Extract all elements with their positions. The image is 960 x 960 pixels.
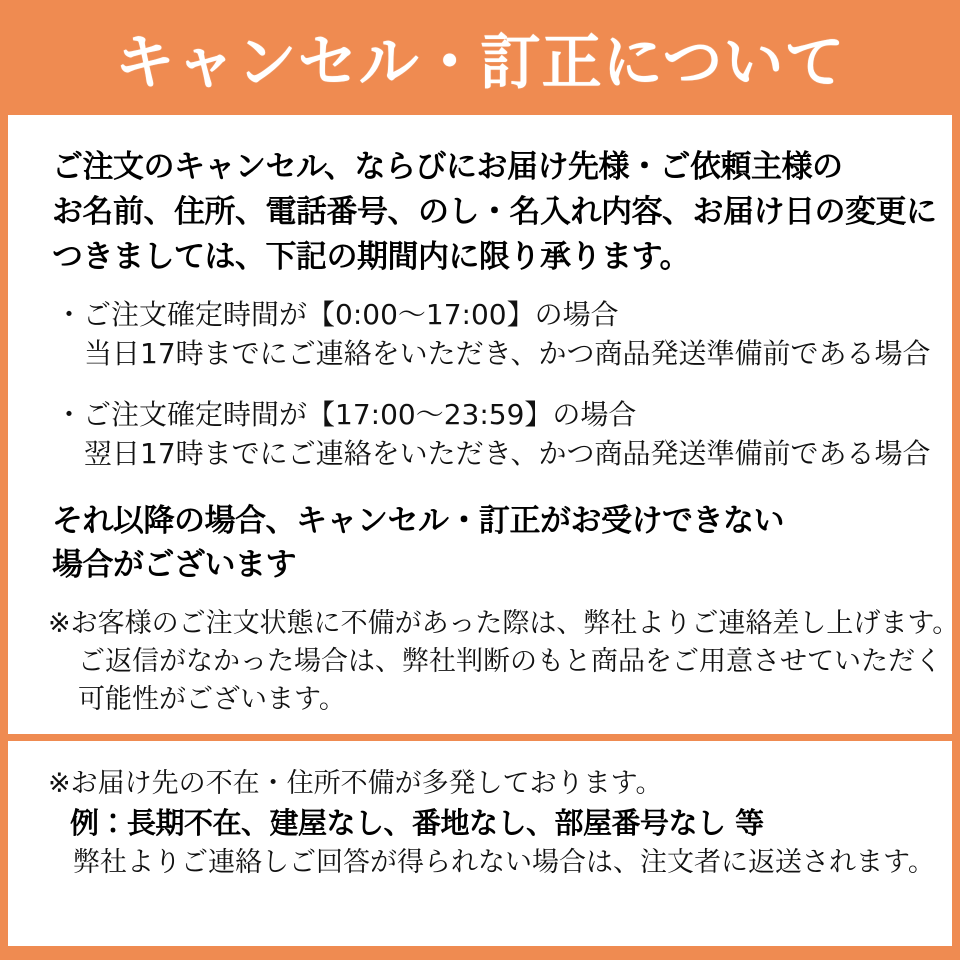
delivery-note-example: 例：長期不在、建屋なし、番地なし、部屋番号なし 等 bbox=[70, 806, 764, 840]
bullet-2-condition: ・ご注文確定時間が【17:00～23:59】の場合 bbox=[55, 398, 637, 431]
delivery-note-line-1: ※お届け先の不在・住所不備が多発しております。 bbox=[48, 768, 663, 799]
warning-line-1: それ以降の場合、キャンセル・訂正がお受けできない bbox=[52, 503, 784, 539]
page-title: キャンセル・訂正について bbox=[114, 27, 846, 98]
delivery-note-line-3: 弊社よりご連絡しご回答が得られない場合は、注文者に返送されます。 bbox=[73, 847, 935, 878]
bullet-2-detail: 翌日17時までにご連絡をいただき、かつ商品発送準備前である場合 bbox=[84, 437, 931, 470]
header-band bbox=[0, 0, 960, 115]
intro-line-2: お名前、住所、電話番号、のし・名入れ内容、お届け日の変更に bbox=[52, 194, 937, 230]
order-note-line-2: ご返信がなかった場合は、弊社判断のもと商品をご用意させていただく bbox=[78, 646, 942, 677]
intro-line-1: ご注文のキャンセル、ならびにお届け先様・ご依頼主様の bbox=[52, 149, 843, 185]
bullet-1-detail: 当日17時までにご連絡をいただき、かつ商品発送準備前である場合 bbox=[84, 337, 931, 370]
intro-line-3: つきましては、下記の期間内に限り承ります。 bbox=[52, 239, 691, 275]
order-note-line-3: 可能性がございます。 bbox=[78, 684, 346, 715]
warning-line-2: 場合がございます bbox=[52, 547, 296, 583]
bullet-1-condition: ・ご注文確定時間が【0:00～17:00】の場合 bbox=[55, 298, 619, 331]
order-note-line-1: ※お客様のご注文状態に不備があった際は、弊社よりご連絡差し上げます。 bbox=[48, 608, 960, 639]
